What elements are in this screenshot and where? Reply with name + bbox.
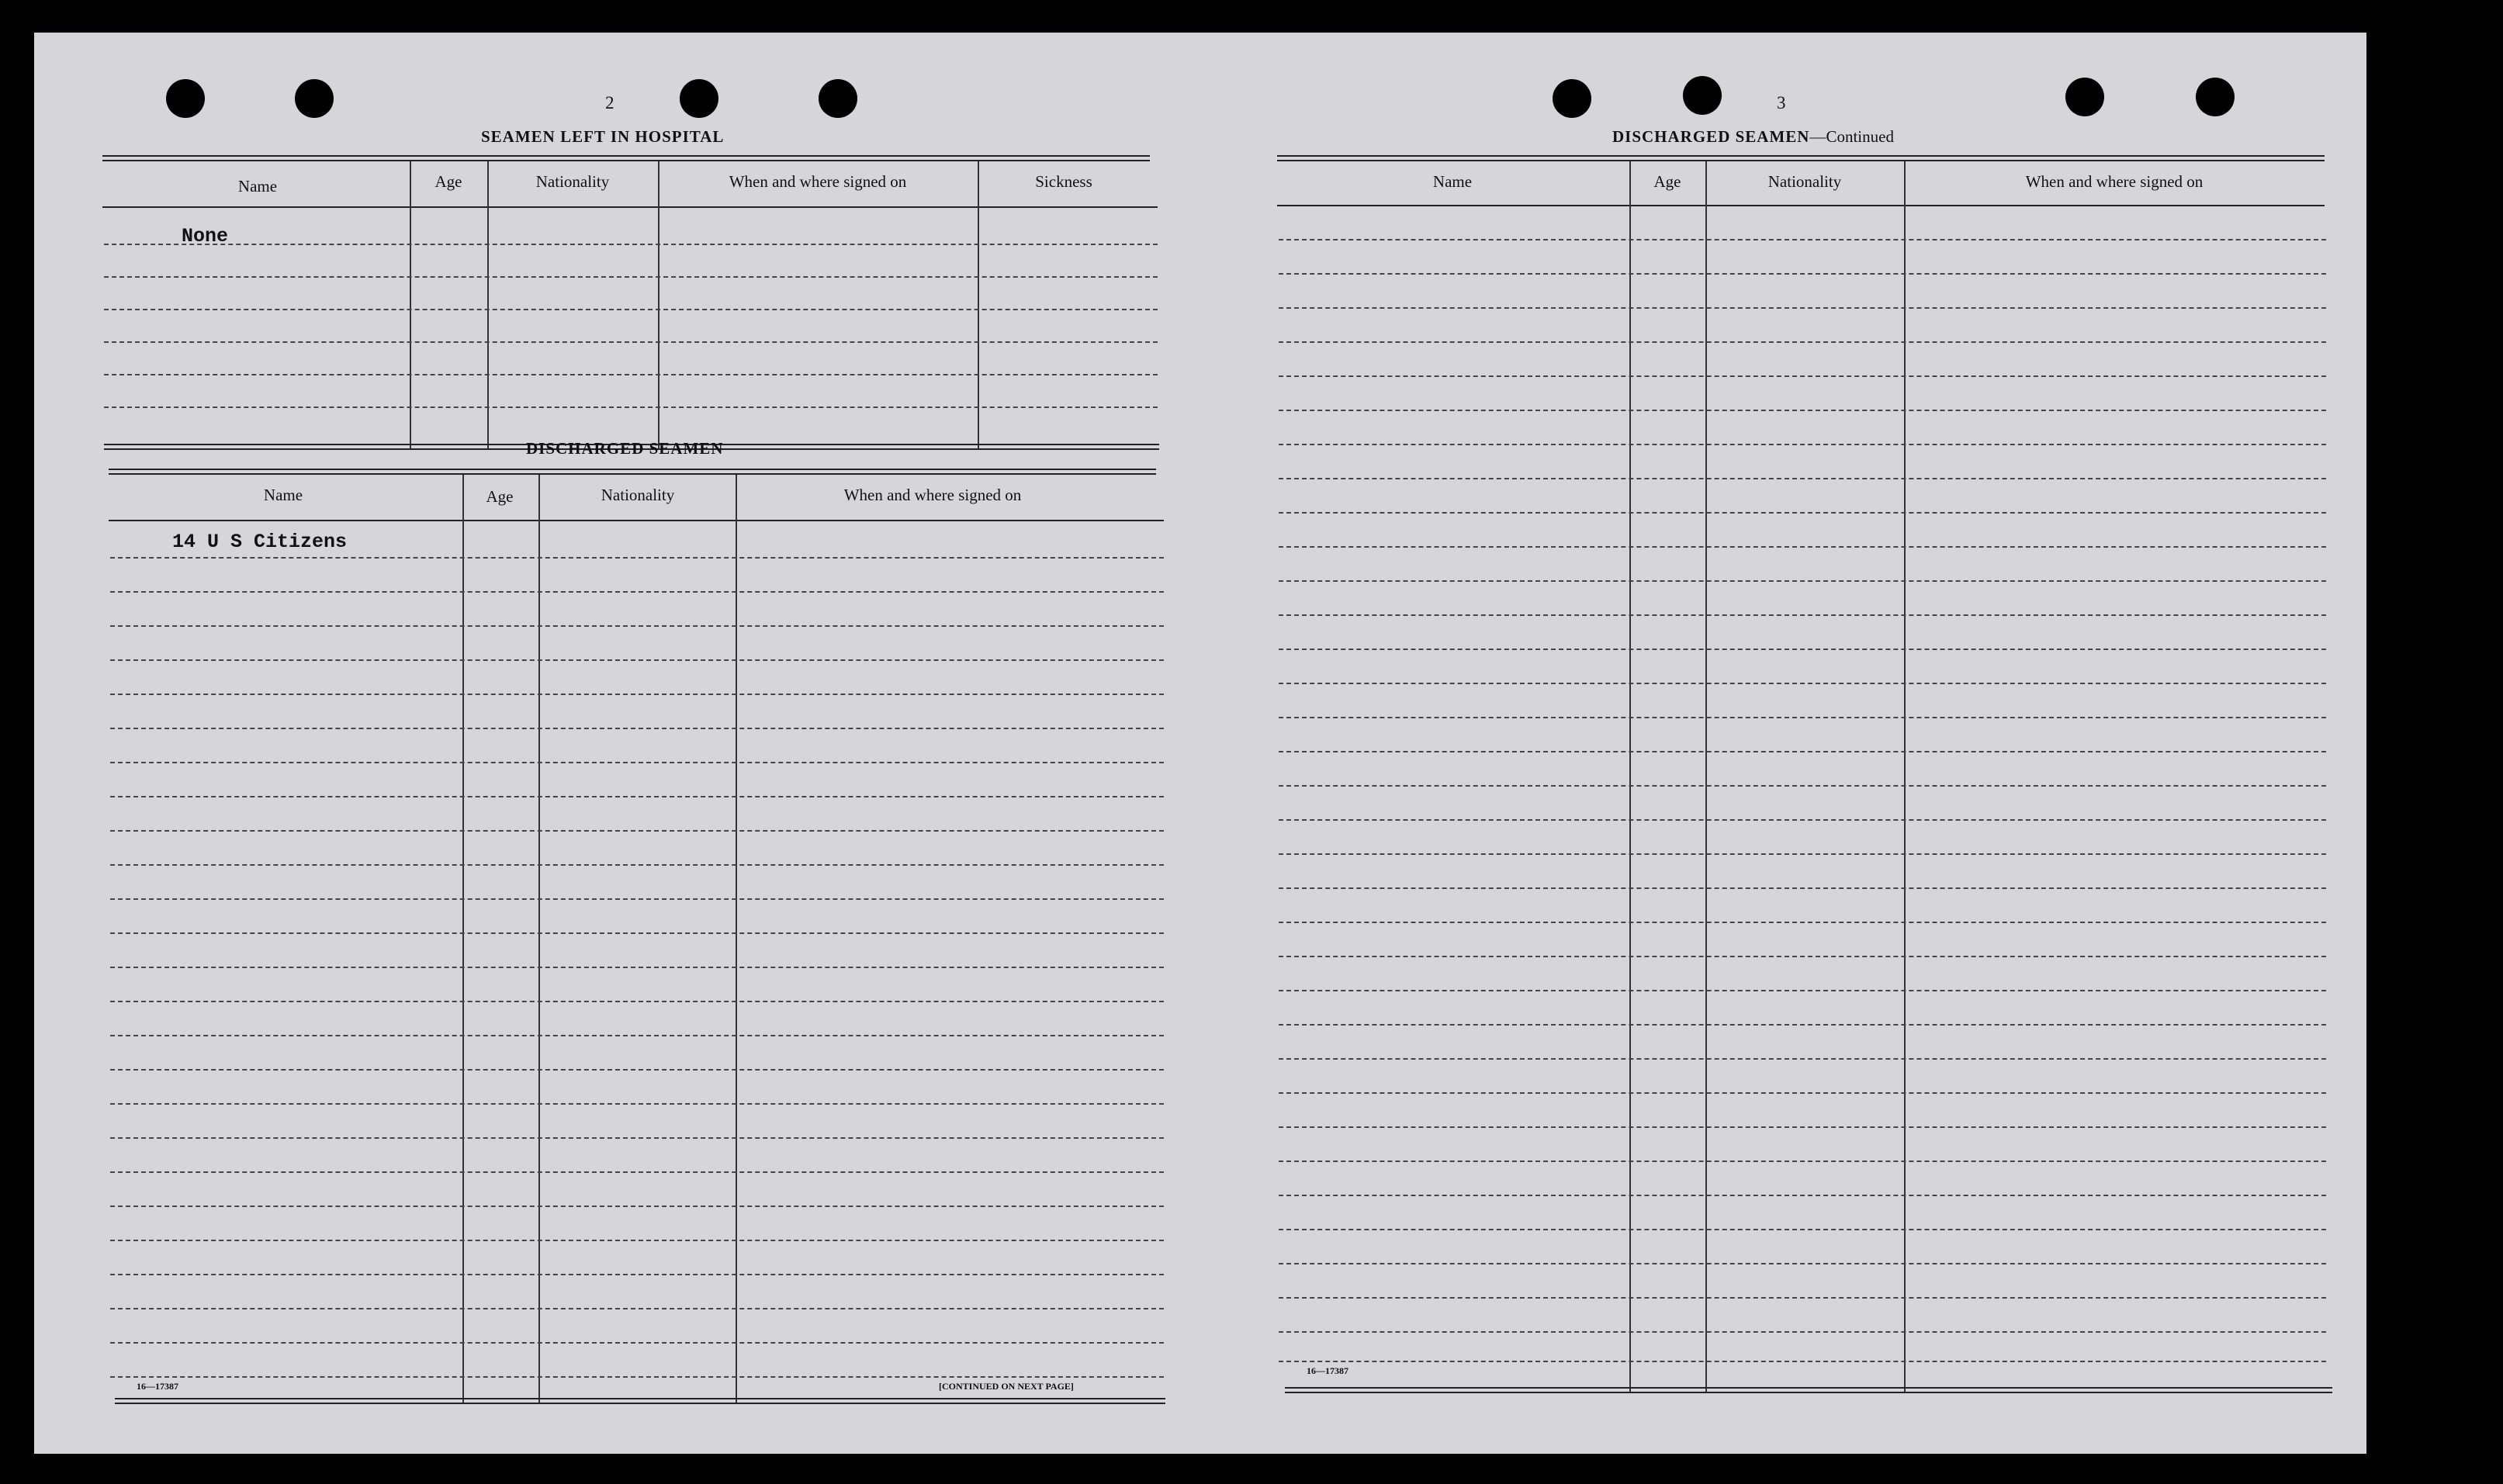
discharged-cont-title [1612,127,1894,147]
discharged-row-rule [110,1342,1164,1344]
hospital-header-name: Name [237,177,278,195]
right-row-rule [1279,819,2326,821]
discharged-top-rule [109,473,1156,475]
form-number-left: 16—17387 [137,1381,178,1392]
discharged-row-rule [110,1206,1164,1207]
right-row-rule [1279,956,2326,957]
right-row-rule [1279,1331,2326,1333]
hospital-col-divider [658,161,660,448]
discharged-row-rule [110,1308,1164,1309]
discharged-row-rule [110,1274,1164,1275]
right-row-rule [1279,1361,2326,1362]
right-row-rule [1279,1126,2326,1128]
hospital-row-rule [104,374,1158,375]
discharged-row-rule [110,694,1164,695]
punch-hole [680,79,718,118]
hospital-entry: None [182,225,229,247]
right-row-rule [1279,717,2326,718]
punch-hole [295,79,334,118]
hospital-row-rule [104,406,1158,408]
right-bottom-rule [1285,1392,2332,1393]
right-row-rule [1279,341,2326,343]
hospital-row-rule [104,309,1158,310]
discharged-cont-title-suffix: —Continued [1809,127,1894,146]
right-col-divider [1705,161,1707,1393]
right-row-rule [1279,580,2326,582]
hospital-col-divider [487,161,489,448]
right-row-rule [1279,649,2326,650]
right-row-rule [1279,512,2326,514]
hospital-header-nationality: Nationality [535,172,610,191]
discharged-row-rule [110,1103,1164,1105]
continued-note: [CONTINUED ON NEXT PAGE] [939,1381,1074,1392]
discharged-cont-title-main: DISCHARGED SEAMEN [1612,127,1810,146]
discharged-top-rule [109,469,1156,470]
right-row-rule [1279,307,2326,309]
discharged-header-rule [109,520,1164,521]
hospital-header-when-where: When and where signed on [729,172,907,191]
punch-hole [819,79,857,118]
hospital-row-rule [104,276,1158,278]
right-row-rule [1279,1195,2326,1196]
discharged-entry: 14 U S Citizens [172,531,348,553]
discharged-col-divider [538,475,540,1403]
discharged-row-rule [110,932,1164,934]
right-row-rule [1279,375,2326,377]
punch-hole [1553,79,1591,118]
right-row-rule [1279,853,2326,855]
right-row-rule [1279,239,2326,240]
right-row-rule [1279,1229,2326,1230]
page-number-right: 3 [1777,93,1786,112]
punch-hole [2065,78,2104,116]
discharged-row-rule [110,557,1164,559]
discharged-col-divider [462,475,464,1403]
discharged-row-rule [110,659,1164,661]
discharged-row-rule [110,1035,1164,1036]
hospital-top-rule [102,160,1150,161]
right-row-rule [1279,1161,2326,1162]
discharged-row-rule [110,898,1164,900]
discharged-row-rule [110,967,1164,968]
hospital-row-rule [104,244,1158,245]
right-header-when-where: When and where signed on [2025,172,2204,191]
right-row-rule [1279,444,2326,445]
discharged-bottom-rule [115,1398,1165,1399]
discharged-header-when-where: When and where signed on [843,486,1022,504]
discharged-row-rule [110,1376,1164,1378]
discharged-header-nationality: Nationality [601,486,675,504]
discharged-row-rule [110,1171,1164,1173]
right-row-rule [1279,614,2326,616]
right-row-rule [1279,1024,2326,1026]
discharged-bottom-rule [115,1403,1165,1404]
hospital-col-divider [978,161,979,448]
discharged-row-rule [110,591,1164,593]
discharged-row-rule [110,728,1164,729]
right-header-name: Name [1432,172,1473,191]
right-top-rule [1277,160,2325,161]
right-row-rule [1279,410,2326,411]
hospital-header-sickness: Sickness [1035,172,1092,191]
right-header-age: Age [1653,172,1681,191]
hospital-title: SEAMEN LEFT IN HOSPITAL [481,127,725,146]
right-col-divider [1904,161,1906,1393]
right-header-rule [1277,205,2325,206]
page-number-left: 2 [605,93,614,112]
right-row-rule [1279,546,2326,548]
discharged-row-rule [110,762,1164,763]
hospital-header-rule [102,206,1158,208]
discharged-row-rule [110,1001,1164,1002]
discharged-row-rule [110,830,1164,832]
right-row-rule [1279,683,2326,684]
right-col-divider [1629,161,1631,1393]
hospital-col-divider [410,161,411,448]
hospital-row-rule [104,341,1158,343]
document-sheet [34,33,2366,1454]
right-bottom-rule [1285,1387,2332,1389]
punch-hole [166,79,205,118]
discharged-row-rule [110,1069,1164,1071]
right-row-rule [1279,1297,2326,1299]
discharged-row-rule [110,864,1164,866]
right-row-rule [1279,887,2326,889]
discharged-header-name: Name [263,486,303,504]
right-row-rule [1279,273,2326,275]
form-number-right: 16—17387 [1307,1365,1348,1376]
discharged-row-rule [110,1240,1164,1241]
right-top-rule [1277,155,2325,157]
right-row-rule [1279,990,2326,991]
right-row-rule [1279,922,2326,923]
right-header-nationality: Nationality [1767,172,1842,191]
right-row-rule [1279,478,2326,479]
discharged-row-rule [110,1137,1164,1139]
right-row-rule [1279,751,2326,752]
hospital-header-age: Age [434,172,462,191]
right-row-rule [1279,785,2326,787]
right-row-rule [1279,1263,2326,1264]
right-row-rule [1279,1092,2326,1094]
discharged-col-divider [736,475,737,1403]
hospital-top-rule [102,155,1150,157]
discharged-header-age: Age [486,487,514,506]
discharged-row-rule [110,625,1164,627]
discharged-title: DISCHARGED SEAMEN [526,439,724,458]
punch-hole [2196,78,2235,116]
punch-hole [1683,76,1722,115]
discharged-row-rule [110,796,1164,797]
right-row-rule [1279,1058,2326,1060]
